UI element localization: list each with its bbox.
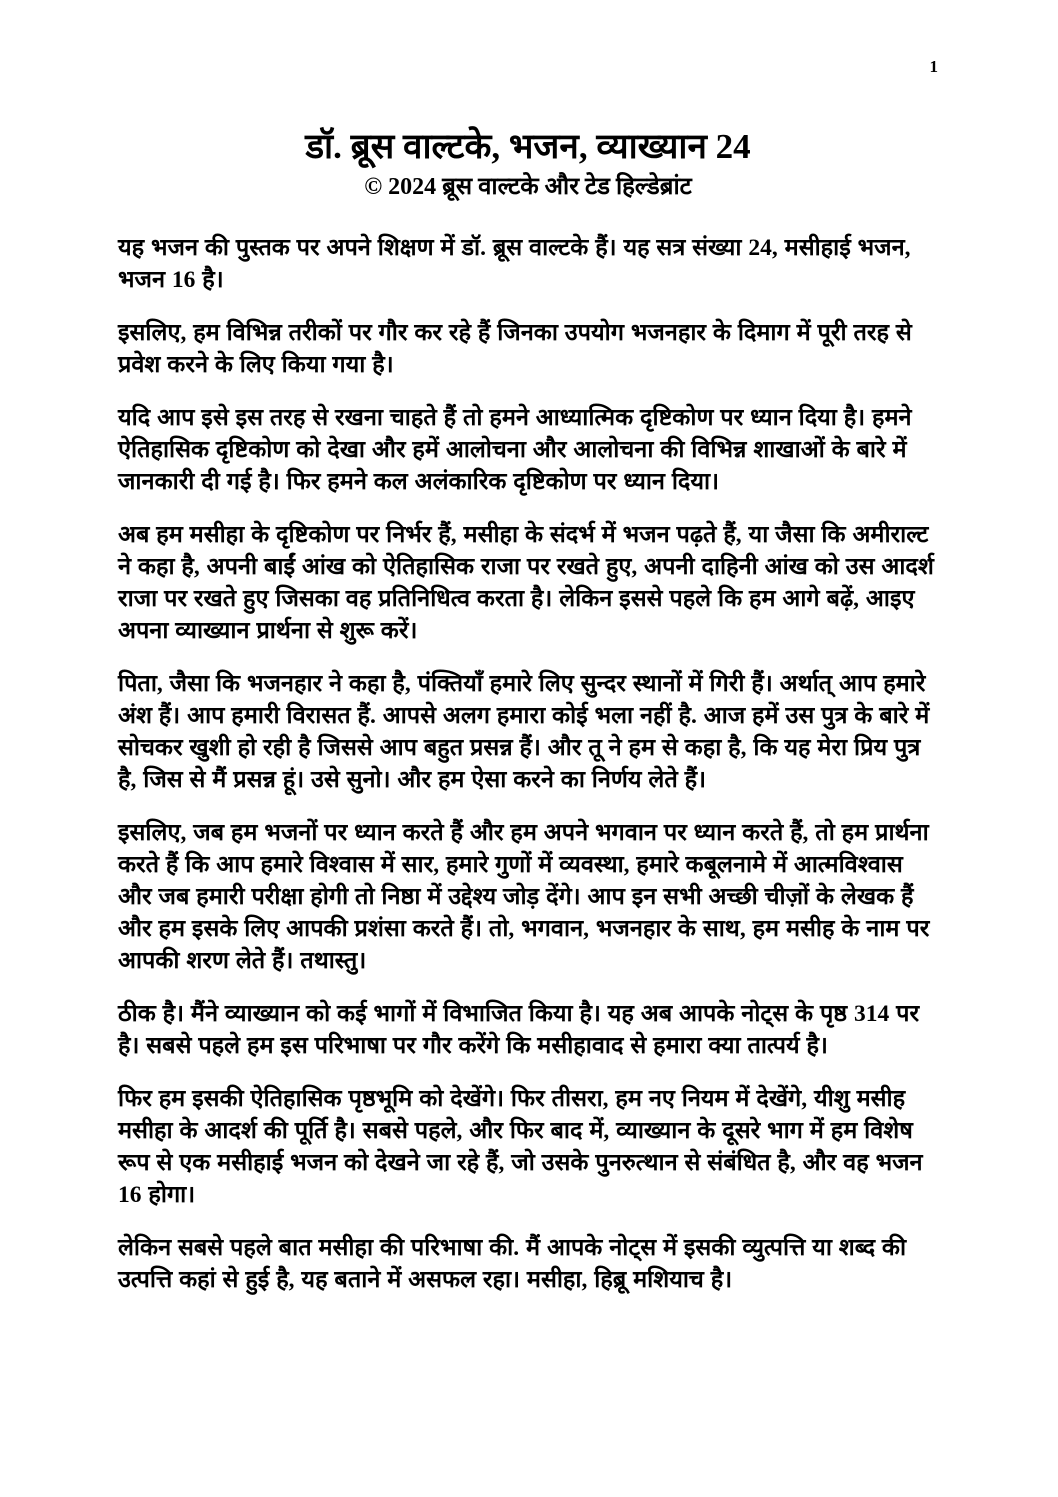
paragraph: यदि आप इसे इस तरह से रखना चाहते हैं तो हमने आध्यात्मिक दृष्टिकोण पर ध्यान दिया है। हमने ऐतिहासिक दृष्टिकोण को देखा और हमें आलोचना और आलोचना की विभिन्न शाखाओं के बारे में जानकारी दी गई है। फिर हमने कल अलंकारिक दृष्टिकोण पर ध्यान दिया।: [118, 405, 912, 495]
paragraph: ठीक है। मैंने व्याख्यान को कई भागों में विभाजित किया है। यह अब आपके नोट्स के पृष्ठ 314 पर है। सबसे पहले हम इस परिभाषा पर गौर करेंगे कि मसीहावाद से हमारा क्या तात्पर्य है।: [118, 1001, 920, 1059]
document-title: डॉ. ब्रूस वाल्टके, भजन, व्याख्यान 24: [305, 127, 751, 166]
paragraph: यह भजन की पुस्तक पर अपने शिक्षण में डॉ. ब्रूस वाल्टके हैं। यह सत्र संख्या 24, मसीहाई भजन, भजन 16 है।: [118, 235, 911, 293]
paragraph: इसलिए, जब हम भजनों पर ध्यान करते हैं और हम अपने भगवान पर ध्यान करते हैं, तो हम प्रार्थना करते हैं कि आप हमारे विश्वास में सार, हमारे गुणों में व्यवस्था, हमारे कबूलनामे में आत्मविश्वास और जब हमारी परीक्षा होगी तो निष्ठा में उद्देश्य जोड़ देंगे। आप इन सभी अच्छी चीज़ों के लेखक हैं और हम इसके लिए आपकी प्रशंसा करते हैं। तो, भगवान, भजनहार के साथ, हम मसीह के नाम पर आपकी शरण लेते हैं। तथास्तु।: [118, 820, 930, 974]
document-body: [118, 232, 938, 1296]
paragraph: पिता, जैसा कि भजनहार ने कहा है, पंक्तियाँ हमारे लिए सुन्दर स्थानों में गिरी हैं। अर्थात् आप हमारे अंश हैं। आप हमारी विरासत हैं. आपसे अलग हमारा कोई भला नहीं है. आज हमें उस पुत्र के बारे में सोचकर खुशी हो रही है जिससे आप बहुत प्रसन्न हैं। और तू ने हम से कहा है, कि यह मेरा प्रिय पुत्र है, जिस से मैं प्रसन्न हूं। उसे सुनो। और हम ऐसा करने का निर्णय लेते हैं।: [118, 671, 930, 793]
page-number: 1: [929, 57, 938, 76]
paragraph: अब हम मसीहा के दृष्टिकोण पर निर्भर हैं, मसीहा के संदर्भ में भजन पढ़ते हैं, या जैसा कि अमीराल्ट ने कहा है, अपनी बाईं आंख को ऐतिहासिक राजा पर रखते हुए, अपनी दाहिनी आंख को उस आदर्श राजा पर रखते हुए जिसका वह प्रतिनिधित्व करता है। लेकिन इससे पहले कि हम आगे बढ़ें, आइए अपना व्याख्यान प्रार्थना से शुरू करें।: [118, 522, 934, 644]
paragraph: फिर हम इसकी ऐतिहासिक पृष्ठभूमि को देखेंगे। फिर तीसरा, हम नए नियम में देखेंगे, यीशु मसीह मसीहा के आदर्श की पूर्ति है। सबसे पहले, और फिर बाद में, व्याख्यान के दूसरे भाग में हम विशेष रूप से एक मसीहाई भजन को देखने जा रहे हैं, जो उसके पुनरुत्थान से संबंधित है, और वह भजन 16 होगा।: [118, 1086, 923, 1208]
paragraph: इसलिए, हम विभिन्न तरीकों पर गौर कर रहे हैं जिनका उपयोग भजनहार के दिमाग में पूरी तरह से प्रवेश करने के लिए किया गया है।: [118, 320, 912, 378]
copyright-line: © 2024 ब्रूस वाल्टके और टेड हिल्डेब्रांट: [364, 174, 692, 200]
paragraph: लेकिन सबसे पहले बात मसीहा की परिभाषा की. मैं आपके नोट्स में इसकी व्युत्पत्ति या शब्द की उत्पत्ति कहां से हुई है, यह बताने में असफल रहा। मसीहा, हिब्रू मशियाच है।: [118, 1235, 907, 1293]
